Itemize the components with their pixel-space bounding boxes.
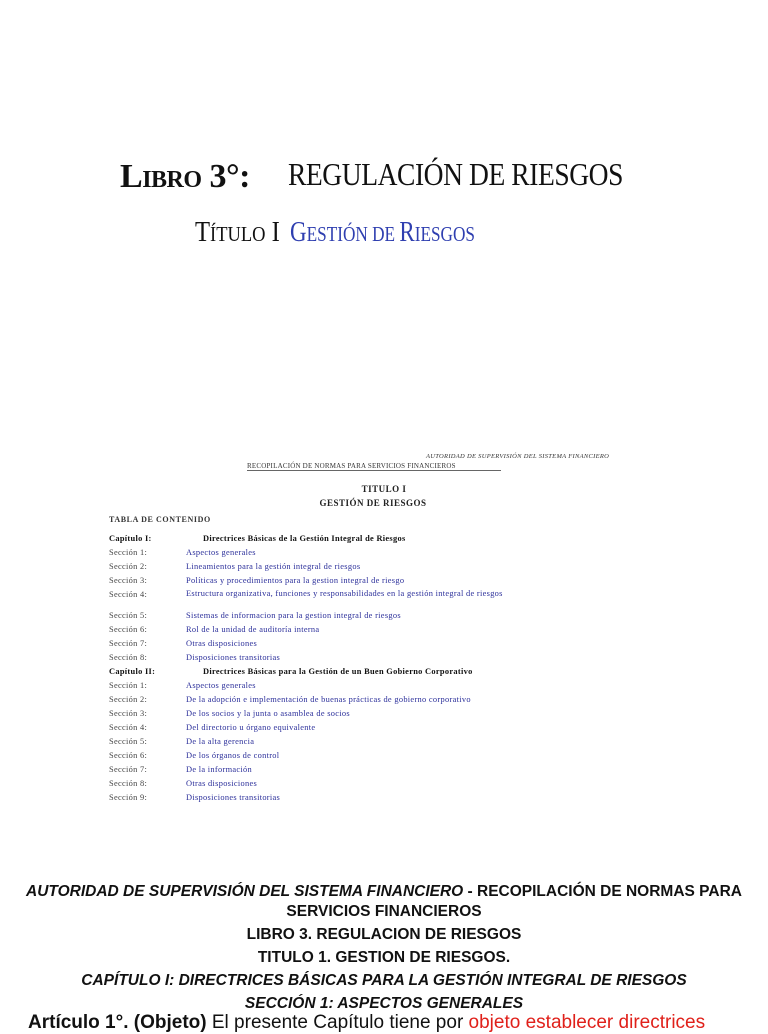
toc-row[interactable]: [109, 639, 639, 653]
toc-row[interactable]: [109, 576, 639, 590]
toc-row[interactable]: [109, 653, 639, 667]
titulo-initial: T: [195, 217, 211, 248]
toc-row[interactable]: [109, 709, 639, 723]
toc-label-cell: Sección 4:: [109, 723, 148, 732]
toc-link[interactable]: Del directorio u órgano equivalente: [186, 723, 316, 732]
article-heading: Artículo 1°. (Objeto): [28, 1012, 207, 1033]
toc-row[interactable]: [109, 793, 639, 807]
toc-label-cell: Sección 7:: [109, 639, 148, 648]
toc-row[interactable]: [109, 723, 639, 737]
toc-link[interactable]: Sistemas de informacion para la gestion integral de riesgos: [186, 611, 401, 620]
authority-italic: AUTORIDAD DE SUPERVISIÓN DEL SISTEMA FINANCIERO: [26, 883, 464, 900]
authority-line: [0, 882, 768, 902]
toc-link[interactable]: Aspectos generales: [186, 681, 256, 690]
toc-chapter: [109, 667, 639, 681]
toc-label-cell: Capítulo I:: [109, 534, 152, 543]
scan-authority-header: AUTORIDAD DE SUPERVISIÓN DEL SISTEMA FINANCIERO: [426, 453, 610, 460]
toc-label-cell: Sección 9:: [109, 793, 148, 802]
toc-label-cell: Sección 2:: [109, 562, 148, 571]
toc-row[interactable]: [109, 737, 639, 751]
toc-link[interactable]: Lineamientos para la gestión integral de riesgos: [186, 562, 361, 571]
toc-row[interactable]: [109, 681, 639, 695]
cover-libro-heading: [120, 158, 250, 196]
cover-gestion-heading: [290, 217, 475, 249]
toc-link[interactable]: Otras disposiciones: [186, 639, 258, 648]
riesgos-initial: R: [399, 217, 415, 248]
libro-initial: L: [120, 158, 143, 195]
scan-titulo: TITULO I: [361, 484, 407, 494]
toc-row[interactable]: [109, 590, 639, 611]
titulo-smallcaps: ÍTULO: [210, 222, 266, 246]
document-header: [0, 882, 768, 1014]
capitulo-line: CAPÍTULO I: DIRECTRICES BÁSICAS PARA LA GESTIÓN INTEGRAL DE RIESGOS: [81, 972, 687, 989]
riesgos-smallcaps: IESGOS: [414, 222, 475, 246]
toc-label-cell: Sección 2:: [109, 695, 148, 704]
article-paragraph: [28, 1012, 705, 1034]
libro-number: 3°:: [201, 158, 250, 195]
seccion-line: SECCIÓN 1: ASPECTOS GENERALES: [244, 995, 524, 1012]
toc-chapter-title: Directrices Básicas para la Gestión de un Buen Gobierno Corporativo: [203, 667, 473, 676]
article-highlight: objeto establecer directrices: [468, 1012, 706, 1033]
toc-link[interactable]: Disposiciones transitorias: [186, 653, 281, 662]
toc-label-cell: Sección 6:: [109, 751, 148, 760]
toc-link[interactable]: Aspectos generales: [186, 548, 256, 557]
toc-link[interactable]: Otras disposiciones: [186, 779, 258, 788]
servicios-line: SERVICIOS FINANCIEROS: [286, 903, 482, 920]
toc-label-cell: Sección 3:: [109, 576, 148, 585]
toc-link[interactable]: De la información: [186, 765, 253, 774]
toc-link[interactable]: Disposiciones transitorias: [186, 793, 281, 802]
toc-row[interactable]: [109, 625, 639, 639]
article-body: El presente Capítulo tiene por: [206, 1012, 469, 1033]
toc-label-cell: Sección 8:: [109, 779, 148, 788]
toc-row[interactable]: [109, 548, 639, 562]
gestion-initial: G: [290, 217, 307, 248]
toc-label-cell: Sección 4:: [109, 590, 148, 599]
toc-label-cell: Sección 5:: [109, 611, 148, 620]
toc-label: TABLA DE CONTENIDO: [109, 515, 211, 524]
toc-row[interactable]: [109, 611, 639, 625]
toc-link[interactable]: De los órganos de control: [186, 751, 280, 760]
toc-row[interactable]: [109, 779, 639, 793]
toc-label-cell: Sección 3:: [109, 709, 148, 718]
toc-label-cell: Capítulo II:: [109, 667, 156, 676]
toc-link[interactable]: De la alta gerencia: [186, 737, 255, 746]
toc-row[interactable]: [109, 695, 639, 709]
toc-label-cell: Sección 8:: [109, 653, 148, 662]
toc-link[interactable]: Rol de la unidad de auditoría interna: [186, 625, 320, 634]
table-of-contents: [109, 534, 639, 807]
titulo-number: I: [265, 217, 280, 248]
libro-line: LIBRO 3. REGULACION DE RIESGOS: [246, 926, 522, 943]
toc-row[interactable]: [109, 562, 639, 576]
scan-recopilacion-header: RECOPILACIÓN DE NORMAS PARA SERVICIOS FINANCIEROS: [247, 462, 501, 471]
toc-chapter: [109, 534, 639, 548]
toc-label-cell: Sección 5:: [109, 737, 148, 746]
toc-row[interactable]: [109, 765, 639, 779]
toc-label-cell: Sección 1:: [109, 548, 148, 557]
toc-label-cell: Sección 6:: [109, 625, 148, 634]
toc-label-cell: Sección 1:: [109, 681, 148, 690]
toc-label-cell: Sección 7:: [109, 765, 148, 774]
toc-link[interactable]: Políticas y procedimientos para la gestion integral de riesgo: [186, 576, 405, 585]
toc-link[interactable]: De los socios y la junta o asamblea de socios: [186, 709, 350, 718]
recopilacion-text: - RECOPILACIÓN DE NORMAS PARA: [463, 883, 742, 900]
toc-link[interactable]: De la adopción e implementación de buenas prácticas de gobierno corporativo: [186, 695, 471, 704]
toc-link[interactable]: Estructura organizativa, funciones y responsabilidades en la gestión integral de riesgos: [186, 589, 503, 598]
toc-row[interactable]: [109, 751, 639, 765]
scan-gestion-title: GESTIÓN DE RIESGOS: [319, 498, 427, 508]
toc-chapter-title: Directrices Básicas de la Gestión Integral de Riesgos: [203, 534, 406, 543]
titulo-line: TITULO 1. GESTION DE RIESGOS.: [257, 949, 511, 966]
cover-titulo-heading: [195, 217, 280, 249]
libro-smallcaps: IBRO: [142, 167, 202, 193]
cover-regulacion-heading: REGULACIÓN DE RIESGOS: [288, 156, 623, 192]
gestion-smallcaps: ESTIÓN DE: [306, 222, 400, 246]
